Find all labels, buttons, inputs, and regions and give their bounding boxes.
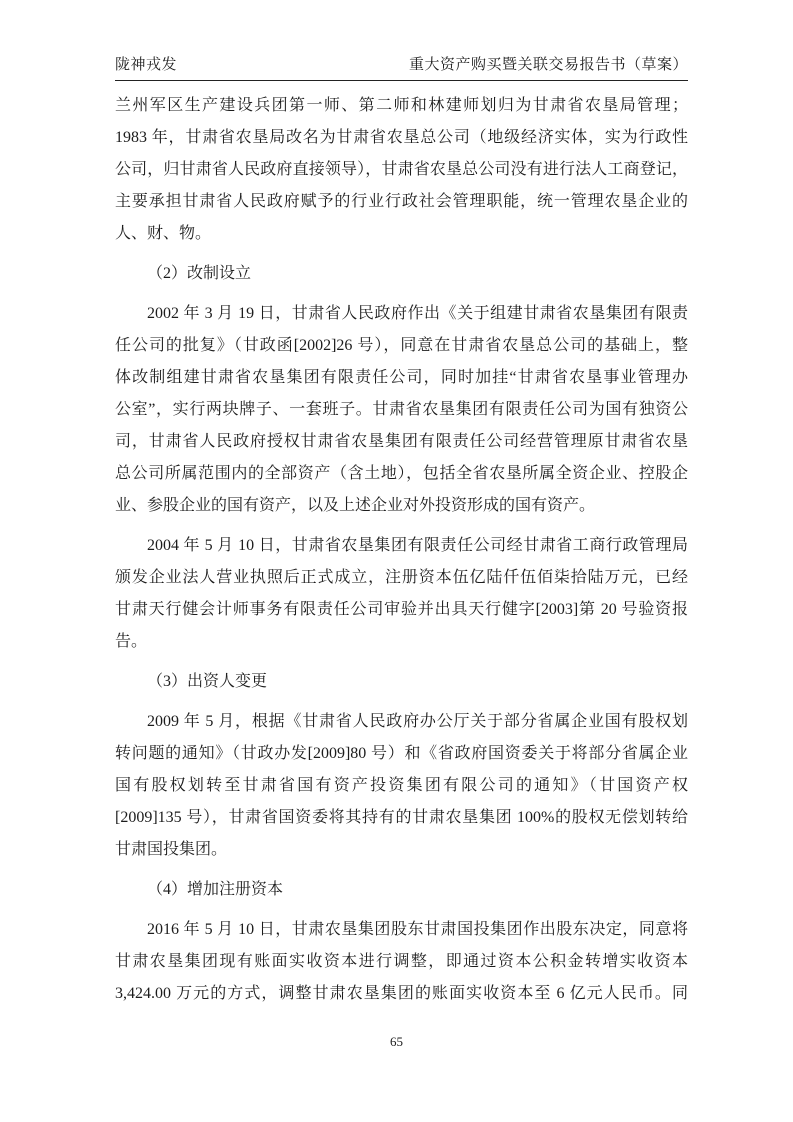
text-line: 2004 年 5 月 10 日，甘肃省农垦集团有限责任公司经甘肃省工商行政管理局 [147, 537, 688, 554]
text-line: 3,424.00 万元的方式，调整甘肃农垦集团的账面实收资本至 6 亿元人民币。同 [115, 985, 688, 1002]
text-line: 1983 年，甘肃省农垦局改名为甘肃省农垦总公司（地级经济实体，实为行政性 [115, 129, 688, 146]
text-line: 2009 年 5 月，根据《甘肃省人民政府办公厅关于部分省属企业国有股权划 [147, 713, 688, 730]
text-line: 甘肃农垦集团现有账面实收资本进行调整，即通过资本公积金转增实收资本 [115, 953, 688, 970]
text-line: 业、参股企业的国有资产，以及上述企业对外投资形成的国有资产。 [115, 497, 596, 514]
paragraph [115, 914, 688, 1010]
text-line: 甘肃天行健会计师事务有限责任公司审验并出具天行健字[2003]第 20 号验资报 [115, 601, 688, 618]
document-body [115, 90, 688, 1010]
text-line: 告。 [115, 633, 148, 650]
paragraph [115, 706, 688, 866]
text-line: 转问题的通知》（甘政办发[2009]80 号）和《省政府国资委关于将部分省属企业 [115, 745, 688, 762]
page-header [115, 53, 688, 81]
text-line: 颁发企业法人营业执照后正式成立，注册资本伍亿陆仟伍佰柒拾陆万元，已经 [115, 569, 688, 586]
page-footer [0, 1034, 793, 1050]
header-right-title: 重大资产购买暨关联交易报告书（草案） [408, 57, 688, 73]
text-line: 总公司所属范围内的全部资产（含土地），包括全省农垦所属全资企业、控股企 [115, 465, 688, 482]
text-line: 2002 年 3 月 19 日，甘肃省人民政府作出《关于组建甘肃省农垦集团有限责 [147, 305, 688, 322]
text-line: 公司，归甘肃省人民政府直接领导），甘肃省农垦总公司没有进行法人工商登记， [115, 161, 688, 178]
text-line: 公室”，实行两块牌子、一套班子。甘肃省农垦集团有限责任公司为国有独资公 [115, 401, 688, 418]
page-content [115, 53, 688, 1010]
section-heading: （2）改制设立 [147, 265, 252, 282]
text-line: 人、财、物。 [115, 225, 212, 242]
text-line: 甘肃国投集团。 [115, 841, 228, 858]
text-line: 体改制组建甘肃省农垦集团有限责任公司，同时加挂“甘肃省农垦事业管理办 [115, 369, 688, 386]
paragraph [115, 530, 688, 658]
text-line: [2009]135 号），甘肃省国资委将其持有的甘肃农垦集团 100%的股权无偿划转给 [115, 809, 688, 826]
header-left-title: 陇神戎发 [115, 57, 178, 73]
text-line: 国有股权划转至甘肃省国有资产投资集团有限公司的通知》（甘国资产权 [115, 777, 688, 794]
text-line: 主要承担甘肃省人民政府赋予的行业行政社会管理职能，统一管理农垦企业的 [115, 193, 688, 210]
page-number: 65 [390, 1034, 403, 1049]
text-line: 任公司的批复》（甘政函[2002]26 号），同意在甘肃省农垦总公司的基础上，整 [115, 337, 688, 354]
text-line: 2016 年 5 月 10 日，甘肃农垦集团股东甘肃国投集团作出股东决定，同意将 [147, 921, 688, 938]
section-heading: （3）出资人变更 [147, 673, 268, 690]
paragraph [115, 90, 688, 250]
paragraph [115, 298, 688, 522]
section-heading: （4）增加注册资本 [147, 881, 284, 898]
text-line: 兰州军区生产建设兵团第一师、第二师和林建师划归为甘肃省农垦局管理； [115, 97, 688, 114]
text-line: 司，甘肃省人民政府授权甘肃省农垦集团有限责任公司经营管理原甘肃省农垦 [115, 433, 688, 450]
